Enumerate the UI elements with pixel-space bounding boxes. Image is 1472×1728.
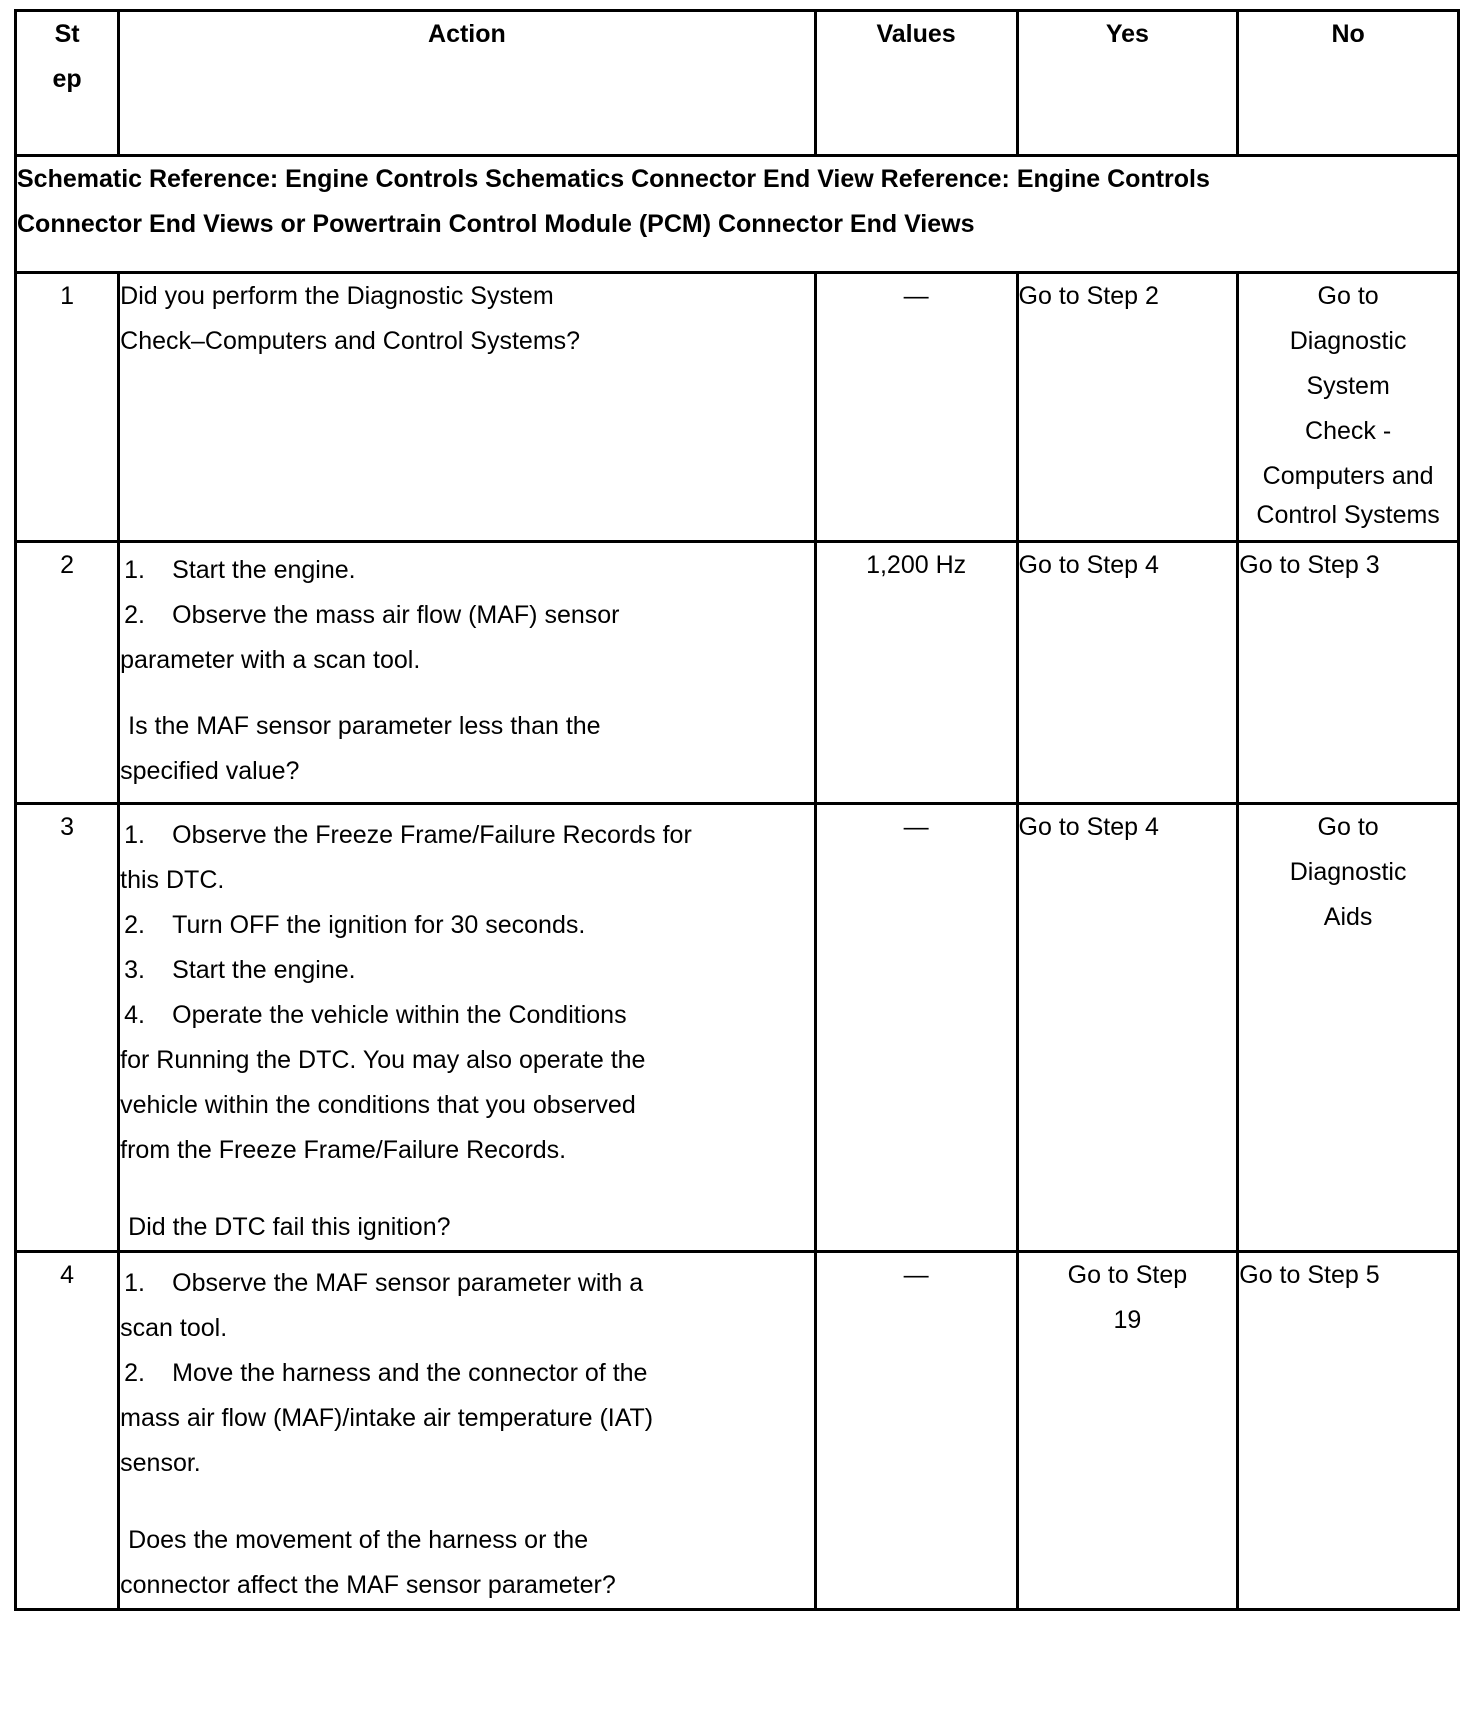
action-cell — [119, 542, 816, 804]
item-text: Move the harness and the connector of the — [172, 1359, 648, 1387]
action-item — [120, 1351, 814, 1396]
action-line: scan tool. — [120, 1314, 228, 1342]
item-number: 2. — [124, 911, 145, 939]
no-outcome — [1238, 804, 1459, 1252]
action-item — [120, 593, 814, 638]
header-action: Action — [119, 11, 816, 156]
header-values: Values — [815, 11, 1017, 156]
yes-line: Go to Step — [1067, 1261, 1188, 1289]
question-line: specified value? — [120, 757, 300, 785]
no-line: Control Systems — [1256, 501, 1440, 529]
action-cell — [119, 1252, 816, 1610]
item-number: 1. — [124, 1269, 145, 1297]
action-line: Did you perform the Diagnostic System — [120, 282, 554, 310]
item-text: Observe the Freeze Frame/Failure Records for — [172, 821, 692, 849]
action-line: vehicle within the conditions that you observed — [120, 1091, 636, 1119]
action-line: mass air flow (MAF)/intake air temperature (IAT) — [120, 1404, 654, 1432]
header-step-line1: St — [54, 20, 80, 48]
no-outcome — [1238, 273, 1459, 542]
action-line: this DTC. — [120, 866, 225, 894]
action-item — [120, 1261, 814, 1306]
value-cell: — — [815, 804, 1017, 1252]
header-row — [16, 11, 1459, 156]
item-text: Observe the mass air flow (MAF) sensor — [172, 601, 620, 629]
action-item — [120, 993, 814, 1038]
yes-outcome — [1017, 1252, 1238, 1610]
item-text: Start the engine. — [172, 956, 356, 984]
yes-line: 19 — [1113, 1306, 1142, 1334]
action-item — [120, 903, 814, 948]
item-number: 3. — [124, 956, 145, 984]
item-number: 1. — [124, 821, 145, 849]
no-line: Check - — [1305, 417, 1392, 445]
step-number: 3 — [16, 804, 119, 1252]
reference-line-1: Schematic Reference: Engine Controls Schematics Connector End View Reference: Engine Controls — [17, 165, 1210, 193]
item-text: Turn OFF the ignition for 30 seconds. — [172, 911, 586, 939]
no-line: Diagnostic — [1289, 858, 1407, 886]
action-line: from the Freeze Frame/Failure Records. — [120, 1136, 567, 1164]
question-line: connector affect the MAF sensor parameter? — [120, 1571, 616, 1599]
question-line: Does the movement of the harness or the — [128, 1526, 589, 1554]
yes-outcome: Go to Step 4 — [1017, 804, 1238, 1252]
no-line: Go to — [1317, 282, 1379, 310]
no-line: System — [1306, 372, 1390, 400]
header-yes: Yes — [1017, 11, 1238, 156]
action-item — [120, 948, 814, 993]
action-item — [120, 813, 814, 858]
diagnostic-table — [14, 9, 1460, 1611]
reference-row — [16, 156, 1459, 273]
action-line: sensor. — [120, 1449, 201, 1477]
action-item — [120, 548, 814, 593]
no-outcome: Go to Step 3 — [1238, 542, 1459, 804]
no-line: Computers and — [1262, 462, 1434, 490]
no-line: Go to — [1317, 813, 1379, 841]
step-number: 4 — [16, 1252, 119, 1610]
header-step — [16, 11, 119, 156]
no-line: Diagnostic — [1289, 327, 1407, 355]
action-line: for Running the DTC. You may also operate the — [120, 1046, 646, 1074]
table-row — [16, 1252, 1459, 1610]
item-text: Start the engine. — [172, 556, 356, 584]
item-text: Observe the MAF sensor parameter with a — [172, 1269, 644, 1297]
yes-outcome: Go to Step 4 — [1017, 542, 1238, 804]
no-outcome: Go to Step 5 — [1238, 1252, 1459, 1610]
action-line: Check–Computers and Control Systems? — [120, 327, 581, 355]
item-text: Operate the vehicle within the Conditions — [172, 1001, 627, 1029]
header-step-line2: ep — [52, 65, 82, 93]
step-number: 2 — [16, 542, 119, 804]
question-line: Is the MAF sensor parameter less than the — [128, 712, 601, 740]
table-row — [16, 804, 1459, 1252]
header-no: No — [1238, 11, 1459, 156]
value-cell: — — [815, 1252, 1017, 1610]
no-line: Aids — [1323, 903, 1373, 931]
question-line: Did the DTC fail this ignition? — [128, 1213, 451, 1241]
action-cell — [119, 273, 816, 542]
item-number: 4. — [124, 1001, 145, 1029]
table-row — [16, 273, 1459, 542]
item-number: 1. — [124, 556, 145, 584]
action-line: parameter with a scan tool. — [120, 646, 421, 674]
reference-line-2: Connector End Views or Powertrain Control Module (PCM) Connector End Views — [17, 210, 975, 238]
table-row — [16, 542, 1459, 804]
item-number: 2. — [124, 601, 145, 629]
action-cell — [119, 804, 816, 1252]
yes-outcome: Go to Step 2 — [1017, 273, 1238, 542]
value-cell: 1,200 Hz — [815, 542, 1017, 804]
schematic-reference — [16, 156, 1459, 273]
item-number: 2. — [124, 1359, 145, 1387]
step-number: 1 — [16, 273, 119, 542]
value-cell: — — [815, 273, 1017, 542]
